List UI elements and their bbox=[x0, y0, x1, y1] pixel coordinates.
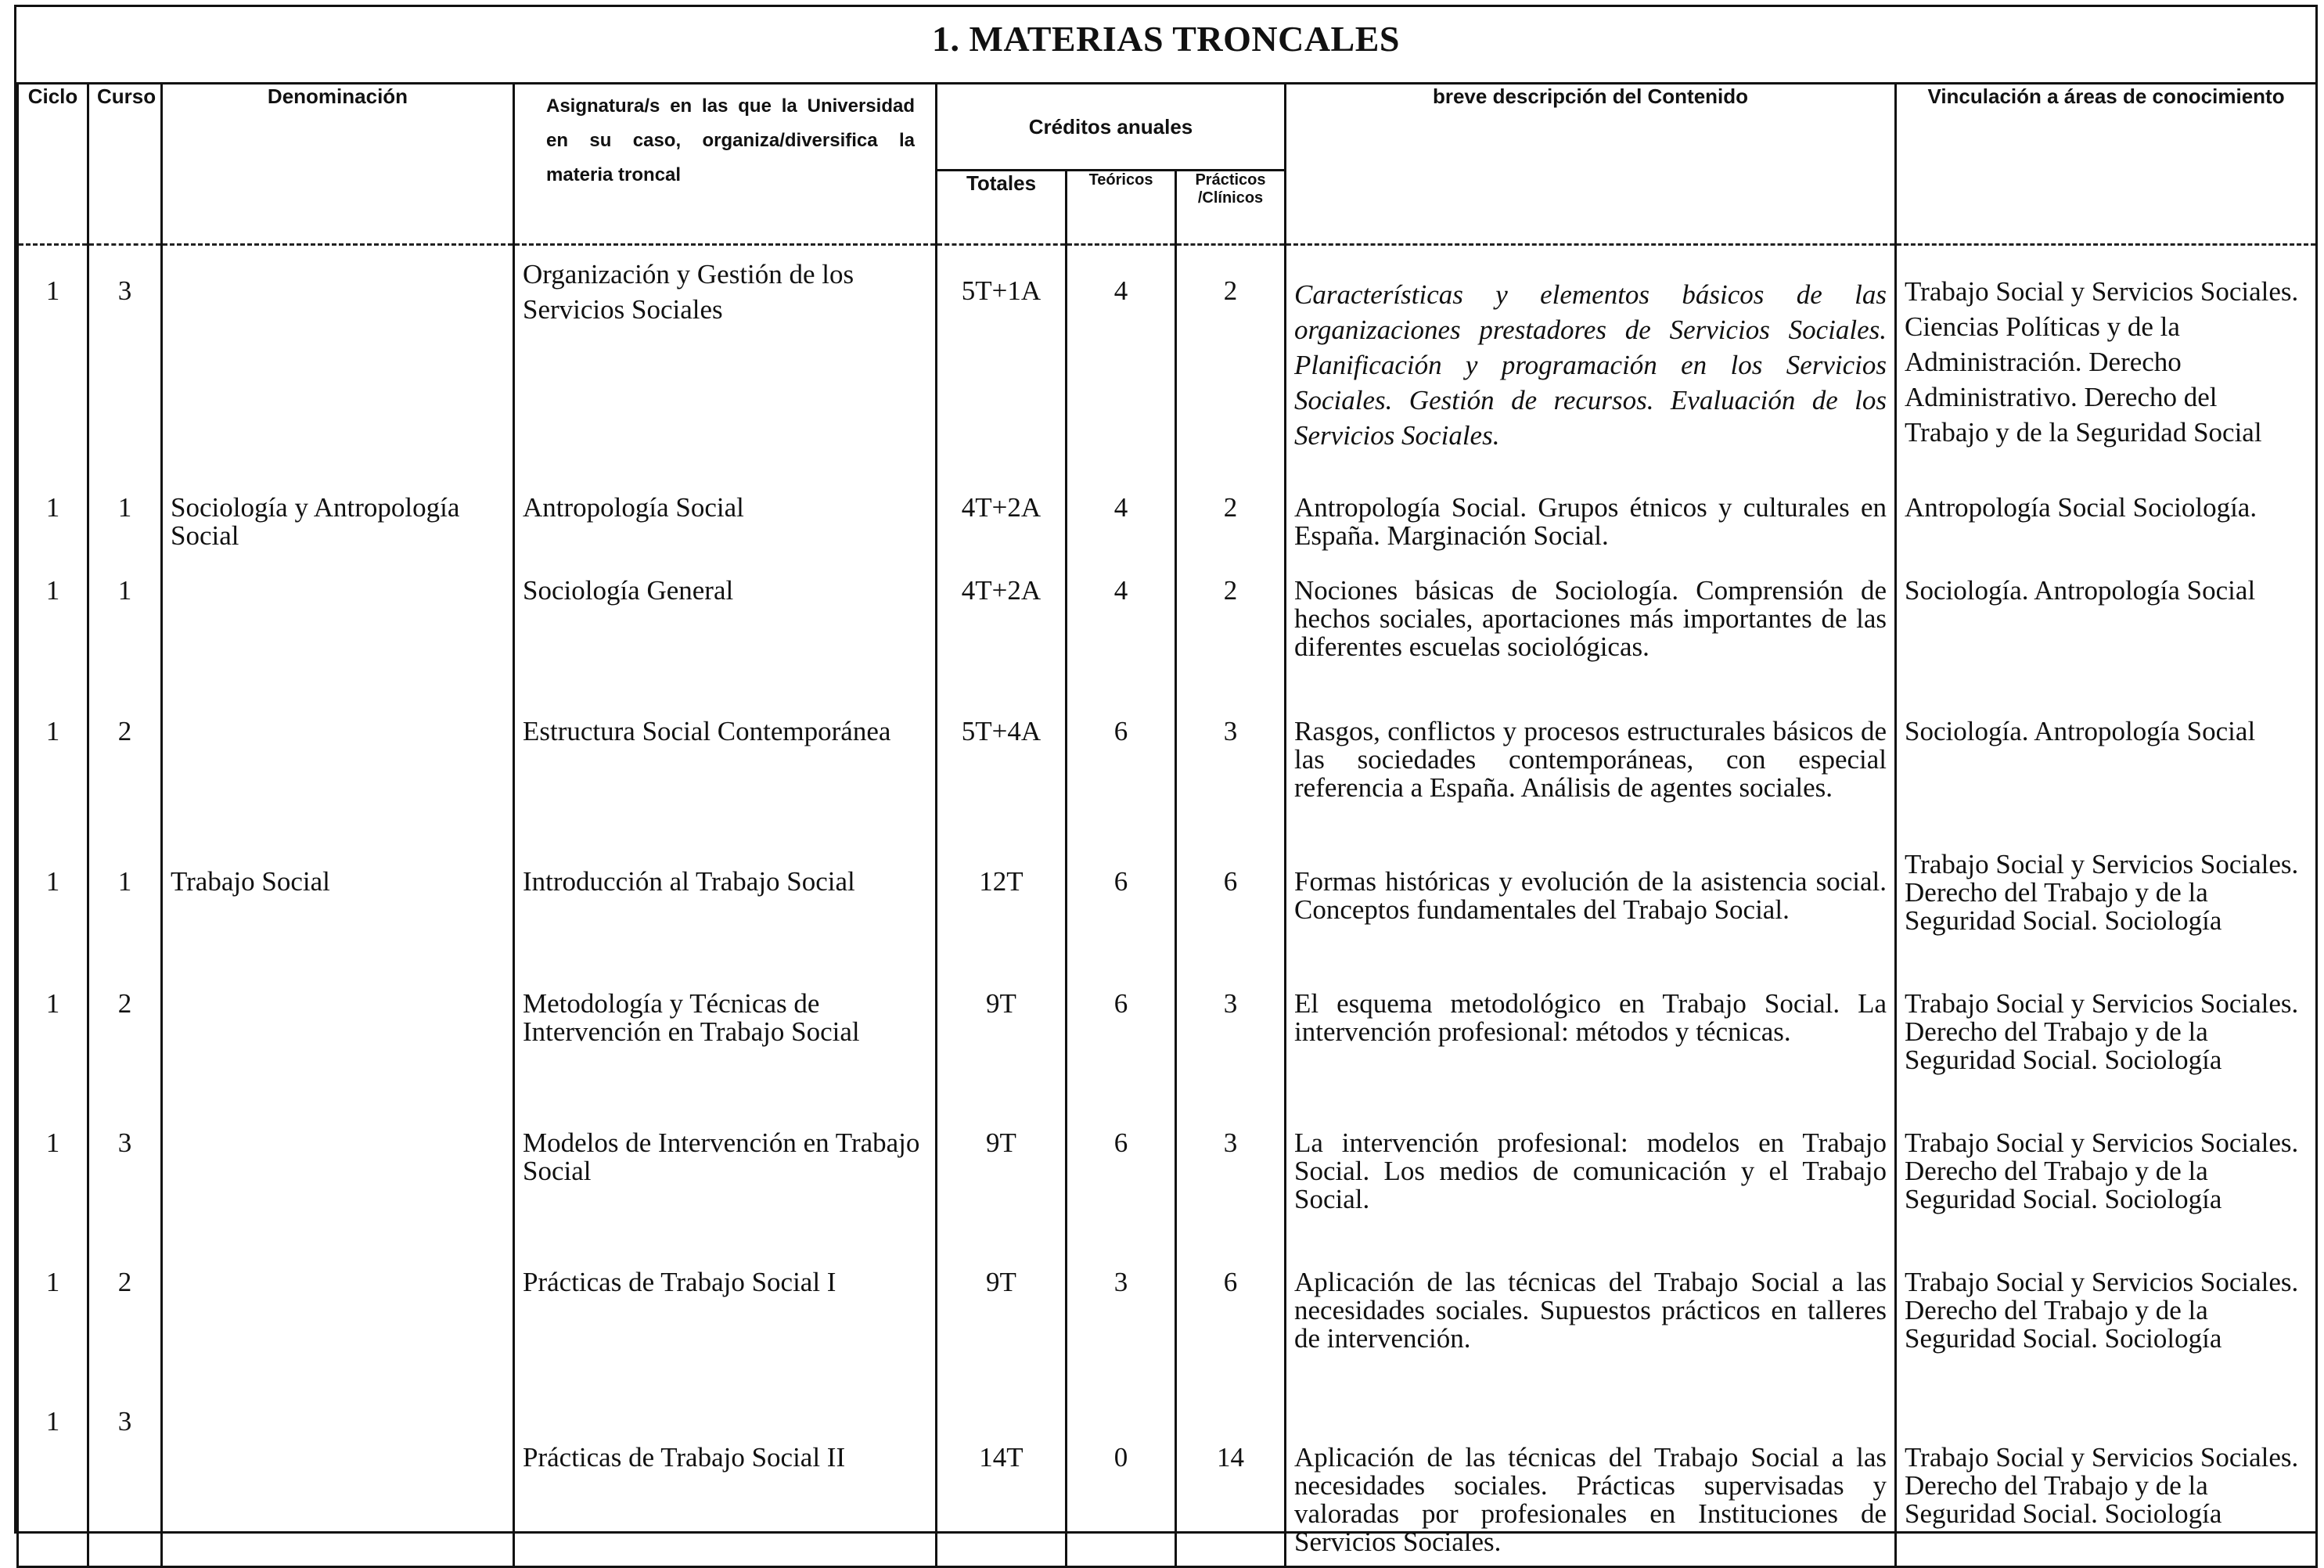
cell-denominacion bbox=[162, 717, 514, 851]
cell-teoricos: 6 bbox=[1067, 990, 1176, 1129]
cell-denominacion bbox=[162, 1268, 514, 1408]
cell-contenido: Formas históricas y evolución de la asistencia social. Conceptos fundamentales del Trabajo Social. bbox=[1286, 851, 1896, 990]
header-totales: Totales bbox=[937, 171, 1067, 245]
table-row bbox=[18, 494, 2317, 577]
cell-teoricos: 4 bbox=[1067, 494, 1176, 577]
cell-contenido: Antropología Social. Grupos étnicos y culturales en España. Marginación Social. bbox=[1286, 494, 1896, 577]
header-curso: Curso bbox=[88, 84, 162, 245]
cell-denominacion bbox=[162, 990, 514, 1129]
cell-practicos: 2 bbox=[1176, 494, 1286, 577]
table-row bbox=[18, 990, 2317, 1129]
cell-curso: 2 bbox=[88, 1268, 162, 1408]
table-row bbox=[18, 1408, 2317, 1567]
cell-teoricos: 4 bbox=[1067, 245, 1176, 494]
header-ciclo: Ciclo bbox=[18, 84, 88, 245]
cell-contenido: Aplicación de las técnicas del Trabajo Social a las necesidades sociales. Prácticas supervisadas y valoradas por profesionales en Instituciones de Servicios Sociales. bbox=[1286, 1408, 1896, 1567]
cell-denominacion bbox=[162, 1408, 514, 1567]
cell-teoricos: 3 bbox=[1067, 1268, 1176, 1408]
cell-curso: 2 bbox=[88, 990, 162, 1129]
page-title: 1. MATERIAS TRONCALES bbox=[932, 19, 1400, 59]
cell-ciclo: 1 bbox=[18, 494, 88, 577]
cell-totales: 14T bbox=[937, 1408, 1067, 1567]
cell-vinculacion: Sociología. Antropología Social bbox=[1896, 577, 2317, 717]
cell-ciclo: 1 bbox=[18, 245, 88, 494]
cell-ciclo: 1 bbox=[18, 1268, 88, 1408]
cell-teoricos: 6 bbox=[1067, 851, 1176, 990]
cell-vinculacion: Trabajo Social y Servicios Sociales. Derecho del Trabajo y de la Seguridad Social. Sociología bbox=[1896, 1268, 2317, 1408]
cell-vinculacion: Trabajo Social y Servicios Sociales. Derecho del Trabajo y de la Seguridad Social. Sociología bbox=[1896, 1129, 2317, 1268]
header-asignatura: Asignatura/s en las que la Universidad en su caso, organiza/diversifica la materia troncal bbox=[514, 84, 937, 245]
header-vinculacion: Vinculación a áreas de conocimiento bbox=[1896, 84, 2317, 245]
cell-asignatura: Prácticas de Trabajo Social I bbox=[514, 1268, 937, 1408]
cell-practicos: 2 bbox=[1176, 245, 1286, 494]
cell-totales: 4T+2A bbox=[937, 577, 1067, 717]
cell-vinculacion: Trabajo Social y Servicios Sociales. Derecho del Trabajo y de la Seguridad Social. Sociología bbox=[1896, 1408, 2317, 1567]
table-row bbox=[18, 717, 2317, 851]
cell-teoricos: 4 bbox=[1067, 577, 1176, 717]
cell-asignatura: Organización y Gestión de los Servicios Sociales bbox=[514, 245, 937, 494]
table-row bbox=[18, 1129, 2317, 1268]
cell-curso: 3 bbox=[88, 245, 162, 494]
cell-contenido: La intervención profesional: modelos en Trabajo Social. Los medios de comunicación y el Trabajo Social. bbox=[1286, 1129, 1896, 1268]
cell-teoricos: 6 bbox=[1067, 717, 1176, 851]
cell-practicos: 6 bbox=[1176, 851, 1286, 990]
cell-asignatura: Introducción al Trabajo Social bbox=[514, 851, 937, 990]
cell-denominacion: Sociología y Antropología Social bbox=[162, 494, 514, 577]
cell-totales: 9T bbox=[937, 990, 1067, 1129]
cell-ciclo: 1 bbox=[18, 851, 88, 990]
cell-curso: 3 bbox=[88, 1129, 162, 1268]
cell-contenido: Características y elementos básicos de las organizaciones prestadores de Servicios Sociales. Planificación y programación en los Servicios Sociales. Gestión de recursos. Evaluación de los Servicios Sociales. bbox=[1286, 245, 1896, 494]
cell-asignatura: Prácticas de Trabajo Social II bbox=[514, 1408, 937, 1567]
cell-ciclo: 1 bbox=[18, 577, 88, 717]
cell-teoricos: 6 bbox=[1067, 1129, 1176, 1268]
cell-vinculacion: Trabajo Social y Servicios Sociales. Derecho del Trabajo y de la Seguridad Social. Sociología bbox=[1896, 990, 2317, 1129]
cell-practicos: 6 bbox=[1176, 1268, 1286, 1408]
cell-totales: 9T bbox=[937, 1268, 1067, 1408]
cell-curso: 1 bbox=[88, 577, 162, 717]
cell-contenido: Nociones básicas de Sociología. Comprensión de hechos sociales, aportaciones más importantes de las diferentes escuelas sociológicas. bbox=[1286, 577, 1896, 717]
cell-practicos: 3 bbox=[1176, 990, 1286, 1129]
table-row bbox=[18, 851, 2317, 990]
cell-asignatura: Estructura Social Contemporánea bbox=[514, 717, 937, 851]
cell-ciclo: 1 bbox=[18, 1129, 88, 1268]
document-page bbox=[14, 5, 2318, 1557]
cell-totales: 5T+1A bbox=[937, 245, 1067, 494]
cell-practicos: 3 bbox=[1176, 1129, 1286, 1268]
cell-curso: 2 bbox=[88, 717, 162, 851]
cell-asignatura: Sociología General bbox=[514, 577, 937, 717]
cell-asignatura: Modelos de Intervención en Trabajo Social bbox=[514, 1129, 937, 1268]
cell-asignatura: Metodología y Técnicas de Intervención en Trabajo Social bbox=[514, 990, 937, 1129]
cell-ciclo: 1 bbox=[18, 990, 88, 1129]
cell-vinculacion: Trabajo Social y Servicios Sociales. Derecho del Trabajo y de la Seguridad Social. Sociología bbox=[1896, 851, 2317, 990]
cell-ciclo: 1 bbox=[18, 1408, 88, 1567]
cell-denominacion bbox=[162, 1129, 514, 1268]
cell-denominacion bbox=[162, 245, 514, 494]
header-denominacion: Denominación bbox=[162, 84, 514, 245]
cell-curso: 1 bbox=[88, 494, 162, 577]
materias-table bbox=[16, 82, 2318, 1568]
cell-denominacion: Trabajo Social bbox=[162, 851, 514, 990]
header-practicos-line2: /Clínicos bbox=[1197, 189, 1264, 207]
cell-practicos: 2 bbox=[1176, 577, 1286, 717]
cell-asignatura: Antropología Social bbox=[514, 494, 937, 577]
table-row bbox=[18, 245, 2317, 494]
cell-totales: 9T bbox=[937, 1129, 1067, 1268]
cell-contenido: Rasgos, conflictos y procesos estructurales básicos de las sociedades contemporáneas, con especial referencia a España. Análisis de agentes sociales. bbox=[1286, 717, 1896, 851]
cell-totales: 12T bbox=[937, 851, 1067, 990]
cell-totales: 4T+2A bbox=[937, 494, 1067, 577]
header-contenido: breve descripción del Contenido bbox=[1286, 84, 1896, 245]
header-practicos bbox=[1176, 171, 1286, 245]
cell-contenido: Aplicación de las técnicas del Trabajo Social a las necesidades sociales. Supuestos prácticos en talleres de intervención. bbox=[1286, 1268, 1896, 1408]
table-row bbox=[18, 577, 2317, 717]
cell-vinculacion: Antropología Social Sociología. bbox=[1896, 494, 2317, 577]
header-creditos-anuales: Créditos anuales bbox=[937, 84, 1286, 171]
cell-denominacion bbox=[162, 577, 514, 717]
cell-practicos: 14 bbox=[1176, 1408, 1286, 1567]
cell-vinculacion: Sociología. Antropología Social bbox=[1896, 717, 2317, 851]
header-practicos-line1: Prácticos bbox=[1195, 171, 1266, 189]
cell-totales: 5T+4A bbox=[937, 717, 1067, 851]
cell-contenido: El esquema metodológico en Trabajo Social. La intervención profesional: métodos y técnicas. bbox=[1286, 990, 1896, 1129]
cell-practicos: 3 bbox=[1176, 717, 1286, 851]
cell-ciclo: 1 bbox=[18, 717, 88, 851]
cell-curso: 3 bbox=[88, 1408, 162, 1567]
table-row bbox=[18, 1268, 2317, 1408]
header-teoricos: Teóricos bbox=[1067, 171, 1176, 245]
cell-teoricos: 0 bbox=[1067, 1408, 1176, 1567]
cell-vinculacion: Trabajo Social y Servicios Sociales. Ciencias Políticas y de la Administración. Derecho Administrativo. Derecho del Trabajo y de la Seguridad Social bbox=[1896, 245, 2317, 494]
cell-curso: 1 bbox=[88, 851, 162, 990]
